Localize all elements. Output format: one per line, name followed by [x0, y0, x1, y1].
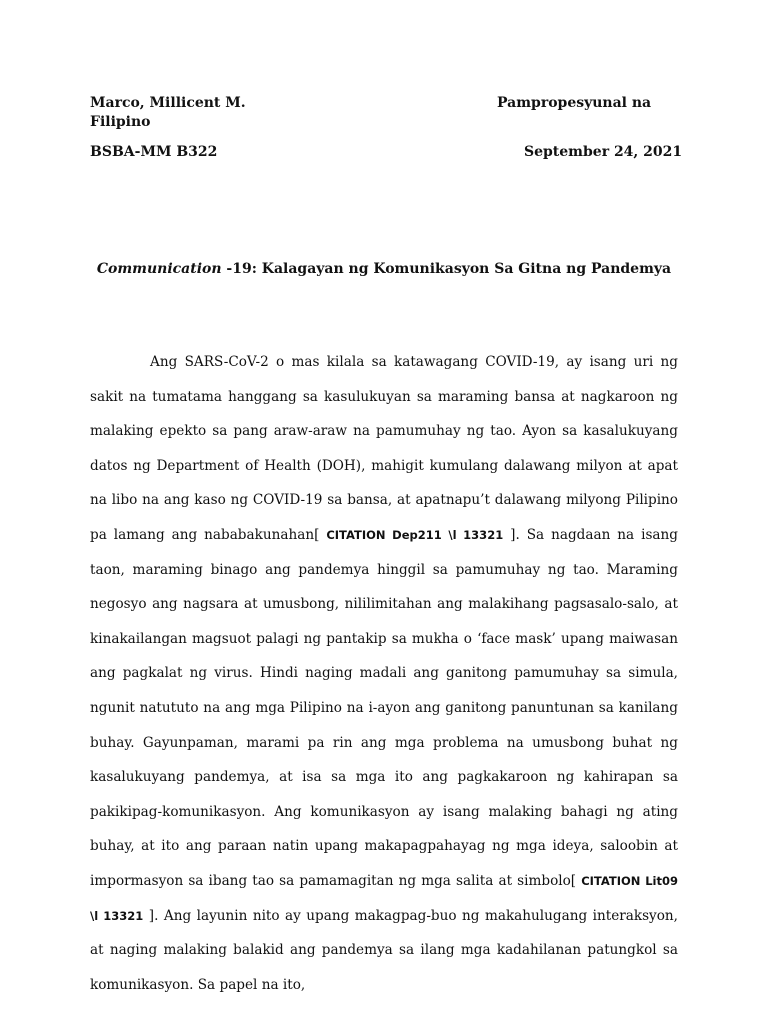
document-date: September 24, 2021	[524, 144, 683, 160]
citation-field: CITATION Lit09 \l 13321	[90, 873, 678, 923]
title-rest: -19: Kalagayan ng Komunikasyon Sa Gitna ng Pandemya	[221, 261, 672, 277]
course-section: BSBA-MM B322	[90, 144, 218, 160]
body-paragraph	[90, 345, 678, 1002]
document-title	[0, 260, 768, 279]
citation-field: CITATION Dep211 \l 13321	[326, 527, 504, 542]
course-subject-continued: Filipino	[90, 114, 151, 130]
title-italic-part: Communication	[96, 261, 222, 277]
course-subject: Pampropesyunal na	[497, 95, 652, 111]
paragraph-text-part-2: ]. Sa nagdaan na isang taon, maraming binago ang pandemya hinggil sa pamumuhay ng tao. Maraming negosyo ang nagsara at umusbong, nililimitahan ang malakihang pagsasalo-salo, at kinakailangan magsuot palagi ng pantakip sa mukha o ‘face mask’ upang maiwasan ang pagkalat ng virus. Hindi naging madali ang ganitong pamumuhay sa simula, ngunit natututo na ang mga Pilipino na i-ayon ang ganitong panuntunan sa kanilang buhay. Gayunpaman, marami pa rin ang mga problema na umusbong buhat ng kasalukuyang pandemya, at isa sa mga ito ang pagkakaroon ng kahirapan sa pakikipag-komunikasyon. Ang komunikasyon ay isang malaking bahagi ng ating buhay, at ito ang paraan natin upang makapagpahayag ng mga ideya, saloobin at impormasyon sa ibang tao sa pamamagitan ng mga salita at simbolo[	[90, 526, 678, 889]
author-name: Marco, Millicent M.	[90, 95, 246, 111]
paragraph-text-part-3: ]. Ang layunin nito ay upang makagpag-buo ng makahulugang interaksyon, at naging malaking balakid ang pandemya sa ilang mga kadahilanan patungkol sa komunikasyon. Sa papel na ito,	[90, 907, 678, 993]
paragraph-text-part-1: Ang SARS-CoV-2 o mas kilala sa katawagang COVID-19, ay isang uri ng sakit na tumatama hanggang sa kasulukuyan sa maraming bansa at nagkaroon ng malaking epekto sa pang araw-araw na pamumuhay ng tao. Ayon sa kasalukuyang datos ng Department of Health (DOH), mahigit kumulang dalawang milyon at apat na libo na ang kaso ng COVID-19 sa bansa, at apatnapu’t dalawang milyong Pilipino pa lamang ang nababakunahan[	[90, 354, 678, 543]
